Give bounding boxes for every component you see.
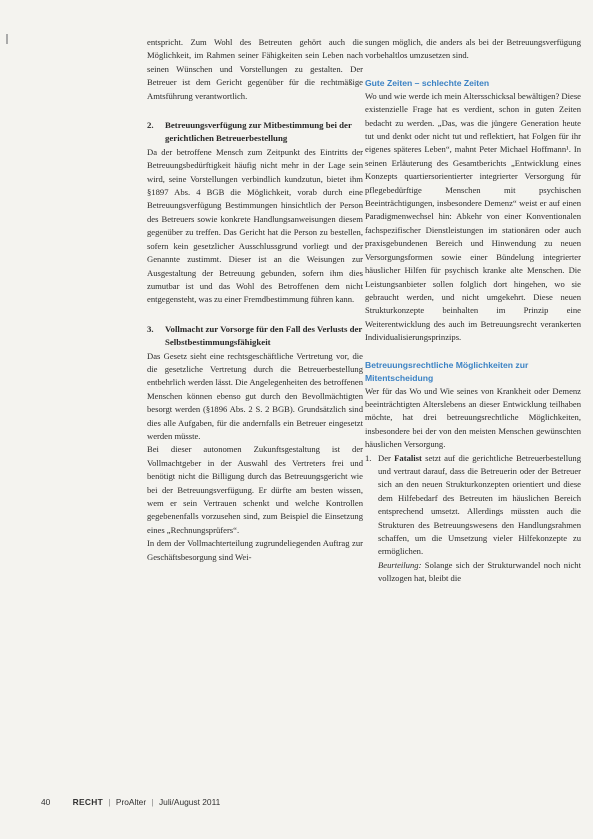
right-column <box>365 36 581 586</box>
section-2-number: 2. <box>147 120 154 131</box>
left-column <box>147 36 363 564</box>
options-list <box>365 452 581 586</box>
point-1-text <box>378 452 581 559</box>
section-2-heading <box>147 119 363 146</box>
section-2-title: Betreuungsverfügung zur Mitbestimmung bei der gerichtlichen Betreuerbestellung <box>165 120 352 144</box>
point-1-prefix: Der <box>378 452 395 463</box>
section-3-body-3: In dem der Vollmachterteilung zugrundeliegenden Auftrag zur Geschäftsbesorgung sind Wei- <box>147 538 363 562</box>
gute-zeiten-body: Wo und wie werde ich mein Altersschicksal bewältigen? Diese existenzielle Frage hat es verdient, schon in guten Zeiten bedacht zu werden. „Das, was die jüngere Generation heute tut und denkt oder nicht tut und reflektiert, hat Folgen für ihr eigenes späteres Leben“, mahnt Peter Michael Hoffmann¹. In seinen Erläuterung des Gesamtberichts „Entwicklung eines Konzepts quartiersorientierter integrierter Versorgung für pflegebedürftige Menschen mit psychischen Beeinträchtigungen, insbesondere Demenz“ weist er auf einen Paradigmenwechsel hin: Abkehr von einer Konventionalen fachspezifischer Dienstleistungen im stationären oder auch praxisgebundenen Bereich und Hinwendung zu neuen Versorgungsformen sowie einer Bündelung integrierter häuslicher Hilfen für psychisch kranke alte Menschen. Die Leistungsanbieter sollen folglich dort hingehen, wo sie gebraucht werden, und nicht umgekehrt. Diese neuen Strukturkonzepte beinhalten im Prinzip eine Weiterentwicklung des auch im Betreuungsrecht verankerten Individualisierungsprinzips. <box>365 90 581 343</box>
betreuungsrechtliche-heading: Betreuungsrechtliche Möglichkeiten zur Mitentscheidung <box>365 359 529 383</box>
section-3-title: Vollmacht zur Vorsorge für den Fall des Verlusts der Selbstbestimmungsfähigkeit <box>165 323 363 348</box>
section-2-body: Da der betroffene Mensch zum Zeitpunkt des Eintritts der Betreuungsbedürftigkeit häufig nicht mehr in der Lage sein wird, seine Vorstellungen verbindlich kundzutun, bietet ihm §1897 Abs. 4 BGB die Möglichkeit, vorab durch eine Betreuungsverfügung Bestimmungen hinsichtlich der Person des Betreuers sowie konkrete Handlungsanweisungen diesem gegenüber zu treffen. Das Gericht hat die Person zu bestellen, sofern kein gesetzlicher Ausschlussgrund vorliegt und der Genannte zustimmt. Dieser ist an die Weisungen zur Ausgestaltung der Betreuung gebunden, sofern ihm dies zumutbar ist und das Wohl des Betroffenen dem nicht entgegensteht, was zu einer Fremdbestimmung führen kann. <box>147 146 363 305</box>
footer-section: RECHT <box>72 797 104 807</box>
section-3-heading <box>147 323 363 350</box>
list-item <box>365 452 581 586</box>
point-1-eval-rest: Solange sich der Strukturwandel noch nicht vollzogen hat, bleibt die <box>378 559 581 584</box>
footer-issue: Juli/August 2011 <box>158 797 221 807</box>
point-1-evaluation <box>378 559 581 586</box>
list-item-content <box>378 452 581 586</box>
left-intro-paragraph: entspricht. Zum Wohl des Betreuten gehört auch die Möglichkeit, im Rahmen seiner Fähigkeiten sein Leben nach seinen Wünschen und Vorstellungen zu gestalten. Der Betreuer ist dem Gericht gegenüber für die rechtmäßige Amtsführung verantwortlich. <box>147 37 363 101</box>
margin-mark <box>6 34 8 44</box>
page-number: 40 <box>41 797 51 807</box>
footer-separator: | <box>151 797 154 807</box>
gute-zeiten-heading: Gute Zeiten – schlechte Zeiten <box>365 77 490 88</box>
footer-separator: | <box>108 797 111 807</box>
page-footer <box>41 797 220 807</box>
right-intro-paragraph: sungen möglich, die anders als bei der Betreuungsverfügung vorbehaltlos umzusetzen sind. <box>365 37 581 61</box>
section-3-body-2: Bei dieser autonomen Zukunftsgestaltung ist der Vollmachtgeber in der Auswahl des Vertreters frei und benötigt nicht die Billigung durch das Betreuungsgericht wie bei der Betreuungsverfügung. Er dürfte am besten wissen, wem er sein Vertrauen schenkt und welche Kontrollen gegebenenfalls vorzusehen sind, zum Beispiel die Einsetzung eines „Rechnungsprüfers“. <box>147 444 363 535</box>
section-3-number: 3. <box>147 323 154 334</box>
point-1-eval-term: Beurteilung: <box>378 559 422 570</box>
list-item-number: 1. <box>365 452 372 463</box>
betreuungsrechtliche-body: Wer für das Wo und Wie seines von Krankheit oder Demenz beeinträchtigten Alterslebens an dieser Entwicklung teilhaben möchte, hat drei betreuungsrechtliche Möglichkeiten, insbesondere bei der von den meisten Menschen gewünschten häuslichen Versorgung. <box>365 385 581 450</box>
section-3-body-1: Das Gesetz sieht eine rechtsgeschäftliche Vertretung vor, die die gesetzliche Vertretung durch die Betreuerbestellung entbehrlich werden lässt. Die Angelegenheiten des betroffenen Menschen können ebenso gut durch den Bevollmächtigten besorgt werden (§1896 Abs. 2 S. 2 BGB). Grundsätzlich sind dies alle Aufgaben, für die andernfalls ein Betreuer eingesetzt werden müsste. <box>147 350 363 441</box>
point-1-term: Fatalist <box>394 452 422 463</box>
footer-publication: ProAlter <box>115 797 147 807</box>
point-1-rest: setzt auf die gerichtliche Betreuerbestellung und vertraut darauf, dass die Betreuerin oder der Betreuer sich an den neuen Strukturkonzepten orientiert und diese dem Hilfebedarf des Betreuten im häuslichen Bereich entsprechend umsetzt. Allerdings müssten auch die Strukturen des Betreuungswesens den Handlungsrahmen schaffen, um die Umsetzung vieler Hilfekonzepte zu ermöglichen. <box>378 452 581 557</box>
